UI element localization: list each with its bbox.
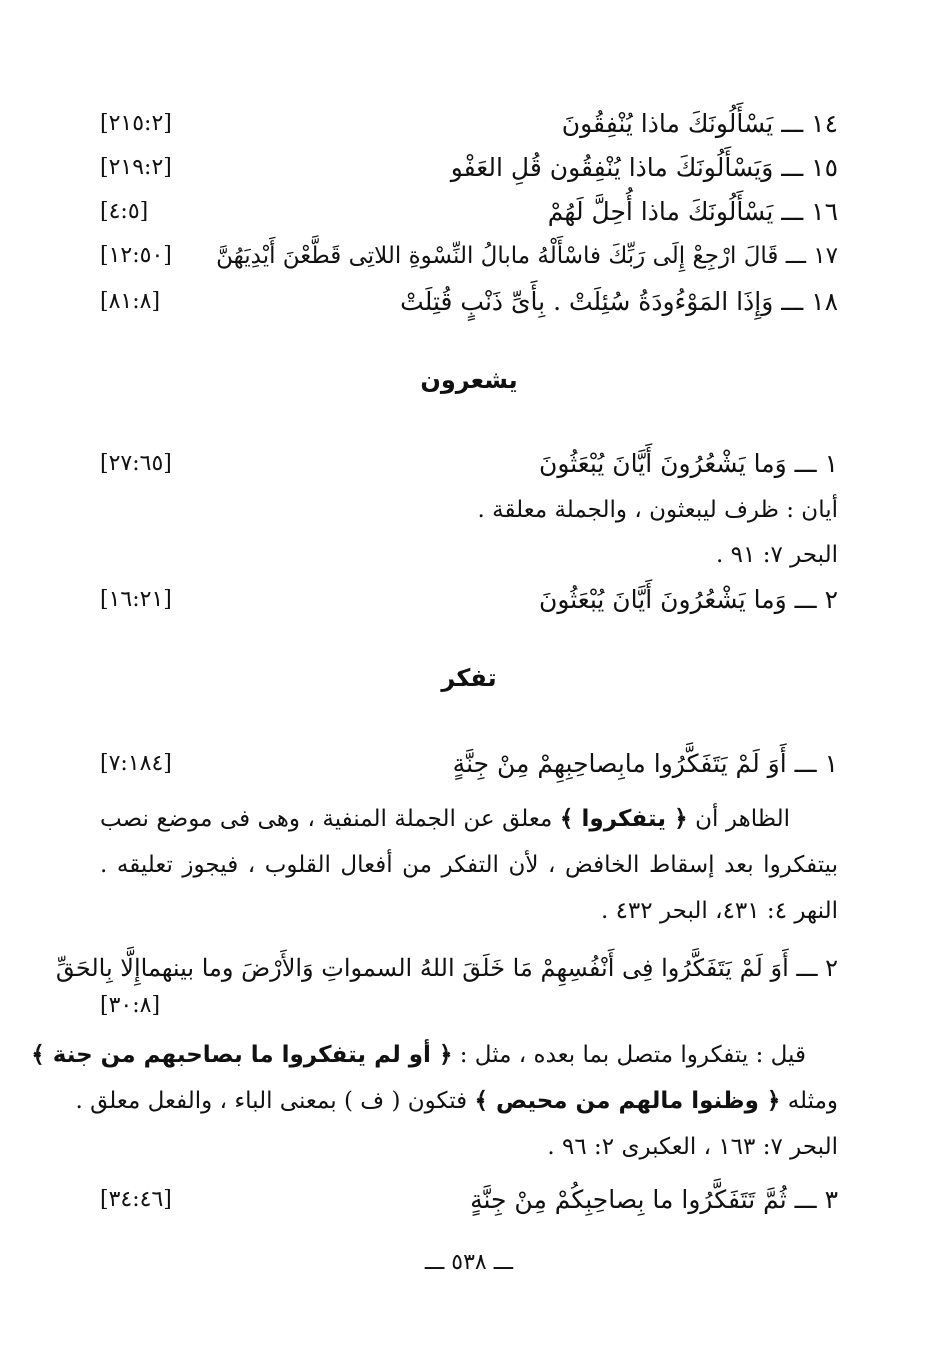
section-heading: تفكر bbox=[441, 664, 497, 692]
verse-reference: [٢١٥:٢] bbox=[100, 111, 172, 136]
verse-line bbox=[100, 234, 838, 278]
quoted-word: ﴿ يتفكروا ﴾ bbox=[559, 806, 688, 832]
verse-line bbox=[100, 190, 838, 234]
verse-line bbox=[100, 280, 838, 324]
commentary-line: أيان : ظرف ليبعثون ، والجملة معلقة . bbox=[477, 497, 838, 523]
verse-text: ١٤ ـــ يَسْأَلُونَكَ ماذا يُنْفِقُونَ bbox=[561, 109, 838, 138]
source-citation: البحر ٧: ١٦٣ ، العكبرى ٢: ٩٦ . bbox=[547, 1134, 838, 1160]
verse-text: ١٧ ـــ قَالَ ارْجِعْ إِلَى رَبِّكَ فاسْأَلْهُ مابالُ النِّسْوةِ اللاتِى قَطَّعْنَ أَيْدِيَهُنَّ bbox=[216, 243, 838, 269]
verse-line bbox=[100, 146, 838, 190]
verse-text: ١٨ ـــ وَإِذَا المَوْءُودَةُ سُئِلَتْ . بِأَىِّ ذَنْبٍ قُتِلَتْ bbox=[400, 287, 838, 316]
verse-reference: [٣٤:٤٦] bbox=[100, 1187, 172, 1212]
commentary-text: الظاهر أن bbox=[695, 806, 790, 832]
section-heading: يشعرون bbox=[420, 366, 518, 394]
source-citation: النهر ٤: ٤٣١، البحر ٤٣٢ . bbox=[600, 898, 838, 924]
verse-reference: [٢١٩:٢] bbox=[100, 155, 172, 180]
source-citation: البحر ٧: ٩١ . bbox=[716, 542, 838, 568]
verse-text: ١ ـــ وَما يَشْعُرُونَ أَيَّانَ يُبْعَثُونَ bbox=[538, 449, 838, 478]
verse-reference: [١٦:٢١] bbox=[100, 587, 172, 612]
quoted-verse: ﴿ أو لم يتفكروا ما بصاحبهم من جنة ﴾ bbox=[31, 1042, 453, 1068]
verse-line bbox=[100, 578, 838, 622]
page-number: ـــ ٥٣٨ ـــ bbox=[424, 1250, 514, 1275]
verse-line bbox=[55, 946, 838, 990]
verse-reference: [٨١:٨] bbox=[100, 289, 161, 314]
verse-reference: [٤:٥] bbox=[100, 199, 149, 224]
commentary-text: معلق عن الجملة المنفية ، وهى فى موضع نصب bbox=[100, 806, 553, 832]
verse-line bbox=[100, 442, 838, 486]
verse-reference: [٧:١٨٤] bbox=[100, 751, 172, 776]
verse-text: ٢ ـــ أَوَ لَمْ يَتَفَكَّرُوا فِى أَنْفُسِهِمْ مَا خَلَقَ اللهُ السمواتِ وَالأَرْضَ وما بينهماإِلَّا بِالحَقِّ bbox=[55, 954, 838, 982]
verse-reference: [٢٧:٦٥] bbox=[100, 451, 172, 476]
commentary-line bbox=[100, 802, 790, 836]
quoted-verse: ﴿ وظنوا مالهم من محيص ﴾ bbox=[474, 1088, 781, 1114]
verse-text: ١٥ ـــ وَيَسْأَلُونَكَ ماذا يُنْفِقُون قُلِ العَفْو bbox=[450, 153, 838, 182]
commentary-text: فتكون ( ف ) بمعنى الباء ، والفعل معلق . bbox=[75, 1088, 468, 1114]
commentary-line bbox=[31, 1038, 806, 1072]
verse-reference: [٣٠:٨] bbox=[100, 993, 161, 1018]
verse-line bbox=[100, 102, 838, 146]
verse-text: ١٦ ـــ يَسْأَلُونَكَ ماذا أُحِلَّ لَهُمْ bbox=[547, 197, 838, 226]
commentary-text: ومثله bbox=[787, 1088, 838, 1114]
commentary-line bbox=[75, 1084, 838, 1118]
verse-text: ١ ـــ أَوَ لَمْ يَتَفَكَّرُوا مابِصاحِبِهِمْ مِنْ جِنَّةٍ bbox=[452, 749, 838, 778]
verse-text: ٣ ـــ ثُمَّ تَتَفَكَّرُوا ما بِصاحِبِكُمْ مِنْ جِنَّةٍ bbox=[470, 1185, 838, 1214]
verse-text: ٢ ـــ وَما يَشْعُرُونَ أَيَّانَ يُبْعَثُونَ bbox=[538, 585, 838, 614]
verse-line bbox=[100, 1178, 838, 1222]
verse-reference: [١٢:٥٠] bbox=[100, 243, 172, 268]
commentary-text: قيل : يتفكروا متصل بما بعده ، مثل : bbox=[459, 1042, 806, 1068]
verse-line bbox=[100, 742, 838, 786]
commentary-line: بيتفكروا بعد إسقاط الخافض ، لأن التفكر من أفعال القلوب ، فيجوز تعليقه . bbox=[100, 852, 838, 878]
